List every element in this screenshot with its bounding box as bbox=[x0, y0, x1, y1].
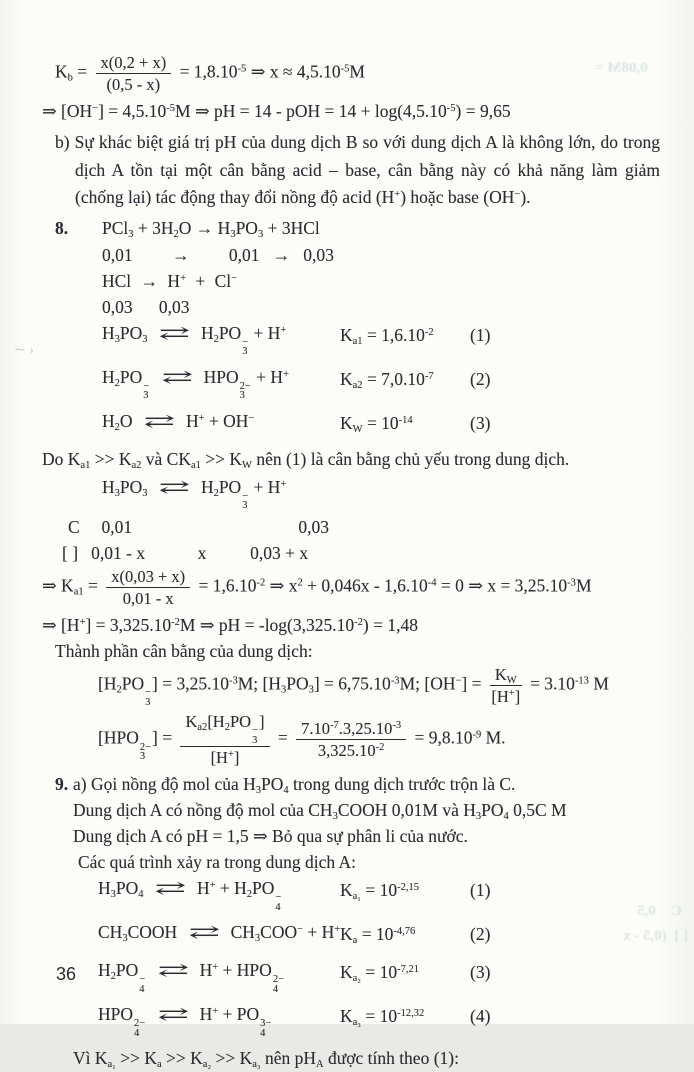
doc-line: Vì $K_{a_1} >> K_a >> K_{a_2} >> K_{a_3}$ nên $pH_A$ được tính theo (1): bbox=[73, 1048, 459, 1071]
doc-line: $H_3PO_3$ ⇄ $H_2PO$ − 3 + H+ bbox=[102, 476, 287, 511]
ion-charge: 3− 4 bbox=[260, 1018, 272, 1039]
bleed-through-text: 0,08M = bbox=[595, 60, 648, 76]
equilibrium-arrow-icon: ⇄ bbox=[154, 878, 186, 899]
equilibrium-arrow-icon: ⇄ bbox=[158, 476, 190, 497]
k-constant: $K_{a_3} = 10^{-12,32}$ bbox=[340, 1006, 425, 1029]
equilibrium-arrow-icon: ⇄ bbox=[188, 922, 220, 943]
doc-line: Các quá trình xảy ra trong dung dịch A: bbox=[78, 852, 356, 873]
ion-charge: − 3 bbox=[252, 725, 258, 746]
ion-charge: − 4 bbox=[275, 892, 282, 913]
doc-line: ⇒ $K_{a1}$ = $\frac{x(0,03 + x)}{0,01 - x}$ = $1,6.10^{-2}$ ⇒ $x^2 + 0,046x - 1,6.10^{-4} = 0$ ⇒ $x = 3,25.10^{-3}M$ bbox=[42, 566, 592, 608]
fraction: $\frac{x(0,03 + x)}{0,01 - x}$ bbox=[106, 567, 190, 608]
bleed-through-text: C 0,5 bbox=[637, 903, 682, 919]
doc-line: [ ] 0,01 - x x 0,03 + x bbox=[62, 542, 309, 563]
equation-number: (1) bbox=[470, 880, 491, 901]
doc-line: Do $K_{a1} >> K_{a2}$ và $CK_{a1} >> K_W$ nên (1) là cân bằng chủ yếu trong dung dịch. bbox=[42, 448, 570, 471]
doc-line: b) Sự khác biệt giá trị pH của dung dịch B so với dung dịch A là không lớn, do trong dịch A tồn tại một cân bằng acid – base, cân bằng này có khả năng làm giảm (chống lại) tác động thay đổi nồng độ acid (H+) hoặc base (OH−). bbox=[55, 132, 660, 207]
ion-charge: − 3 bbox=[242, 490, 249, 511]
fraction: $\frac{x(0,2 + x)}{(0,5 - x)}$ bbox=[96, 53, 172, 94]
doc-line: $CH_3COOH$ ⇄ $CH_3COO^- + H^+$ $K_a = 10^{-4,76}$ (2) bbox=[98, 922, 491, 947]
doc-line: Dung dịch A có nồng độ mol của $CH_3COOH$ 0,01M và $H_3PO_4$ 0,5C M bbox=[73, 800, 567, 823]
bleed-through-text: [ ] (0,5 - x bbox=[623, 928, 688, 944]
doc-line: $H_2PO$ − 3 ⇄ HPO 2− 3 + H+ $K_{a2} = 7,0.10^{-7}$ (2) bbox=[102, 366, 491, 401]
equation-number: (3) bbox=[470, 412, 491, 433]
k-constant: $K_{a2} = 7,0.10^{-7}$ bbox=[340, 368, 434, 391]
ion-charge: − 4 bbox=[139, 974, 146, 995]
equilibrium-arrow-icon: ⇄ bbox=[161, 366, 193, 387]
doc-line: Dung dịch A có pH = 1,5 ⇒ Bỏ qua sự phân li của nước. bbox=[73, 826, 468, 847]
doc-line: 0,01 → 0,01 → 0,03 bbox=[102, 244, 334, 265]
doc-line: ⇒ $[OH^-] = 4,5.10^{-5}M$ ⇒ pH = 14 - pOH = $14 + \log(4,5.10^{-5}) = 9,65$ bbox=[42, 101, 511, 121]
ion-charge: − 3 bbox=[143, 380, 150, 401]
doc-line: $H_2PO$ − 4 ⇄ H+ + HPO 2− 4 $K_{a_2} = 10^{-7,21}$ (3) bbox=[98, 960, 491, 995]
item-number: 8. bbox=[55, 217, 69, 238]
doc-line: HPO 2− 4 ⇄ H+ + PO 3− 4 $K_{a_3} = 10^{-12,32}$ (4) bbox=[98, 1004, 491, 1039]
equation-number: (4) bbox=[470, 1006, 491, 1027]
ion-charge: − 3 bbox=[242, 336, 249, 357]
equilibrium-arrow-icon: ⇄ bbox=[143, 410, 176, 431]
k-constant: $K_{a_1} = 10^{-2,15}$ bbox=[340, 880, 419, 903]
doc-line: 8. $PCl_3 + 3H_2O \to H_3PO_3 + 3HCl$ bbox=[55, 217, 320, 240]
ion-charge: 2− 3 bbox=[239, 380, 251, 401]
doc-line: 0,03 0,03 bbox=[102, 296, 190, 317]
doc-line: $K_b$ = $\frac{x(0,2 + x)}{(0,5 - x)}$ = $1,8.10^{-5}$ ⇒ $x \approx 4,5.10^{-5}M$ bbox=[55, 53, 365, 94]
doc-line: 9. a) Gọi nồng độ mol của $H_3PO_4$ trong dung dịch trước trộn là C. bbox=[55, 774, 516, 797]
k-constant: $K_{a_2} = 10^{-7,21}$ bbox=[340, 962, 419, 985]
equilibrium-arrow-icon: ⇄ bbox=[157, 960, 189, 981]
ion-charge: 2− 3 bbox=[139, 741, 152, 763]
equation-number: (1) bbox=[470, 324, 491, 345]
equation-number: (2) bbox=[470, 368, 491, 389]
equation-number: (3) bbox=[470, 962, 491, 983]
doc-line: $H_2O$ ⇄ H+ + OH− $K_W = 10^{-14}$ (3) bbox=[102, 410, 491, 435]
doc-line: [$H_2PO$ − 3 ] = $3,25.10^{-3}M$; $[H_3PO_3] = 6,75.10^{-3}M$; [OH−] = $\frac{K_W}{[H^+]}$ = $3.10^{-13}$ M bbox=[98, 664, 609, 708]
k-constant: $K_{a1} = 1,6.10^{-2}$ bbox=[340, 324, 434, 347]
fraction: $\frac{K_W}{[H^+]}$ bbox=[491, 664, 521, 706]
ion-charge: 2− 4 bbox=[134, 1018, 146, 1039]
fraction: $K_{a2}[H_2PO$ − 3 ] [H+] bbox=[180, 712, 269, 767]
doc-line: HCl → H+ + Cl− bbox=[102, 270, 238, 291]
doc-line: $H_3PO_4$ ⇄ $H^+ + H_2PO$ − 4 $K_{a_1} = 10^{-2,15}$ (1) bbox=[98, 878, 491, 913]
equilibrium-arrow-icon: ⇄ bbox=[157, 1004, 189, 1025]
item-number: 9. bbox=[55, 774, 69, 795]
page-number: 36 bbox=[56, 964, 77, 984]
doc-line: C 0,01 0,03 bbox=[68, 516, 330, 537]
k-constant: $K_a = 10^{-4,76}$ bbox=[340, 924, 416, 947]
equation-number: (2) bbox=[470, 924, 491, 945]
ion-charge: 2− 4 bbox=[272, 974, 284, 995]
pencil-mark: ∼ › bbox=[14, 343, 34, 358]
page-content bbox=[40, 52, 660, 1072]
ion-charge: − 3 bbox=[145, 687, 152, 708]
k-constant: $K_W = 10^{-14}$ bbox=[340, 412, 413, 435]
doc-line: [HPO 2− 3 ] = $K_{a2}[H_2PO$ − 3 ] [H+] = $\frac{7.10^{-7}.3,25.10^{-3}}{3,325.10^{-2}}$ = $9,8.10^{-9}$ M. bbox=[98, 712, 506, 768]
fraction: $\frac{7.10^{-7}.3,25.10^{-3}}{3,325.10^{-2}}$ bbox=[296, 719, 406, 760]
doc-line: $H_3PO_3$ ⇄ $H_2PO$ − 3 + H+ $K_{a1} = 1,6.10^{-2}$ (1) bbox=[102, 322, 491, 357]
doc-line: ⇒ $[H^+] = 3,325.10^{-2}M$ ⇒ pH = $-\log(3,325.10^{-2}) = 1,48$ bbox=[42, 614, 418, 635]
doc-line: Thành phần cân bằng của dung dịch: bbox=[55, 640, 313, 661]
equilibrium-arrow-icon: ⇄ bbox=[158, 322, 190, 343]
